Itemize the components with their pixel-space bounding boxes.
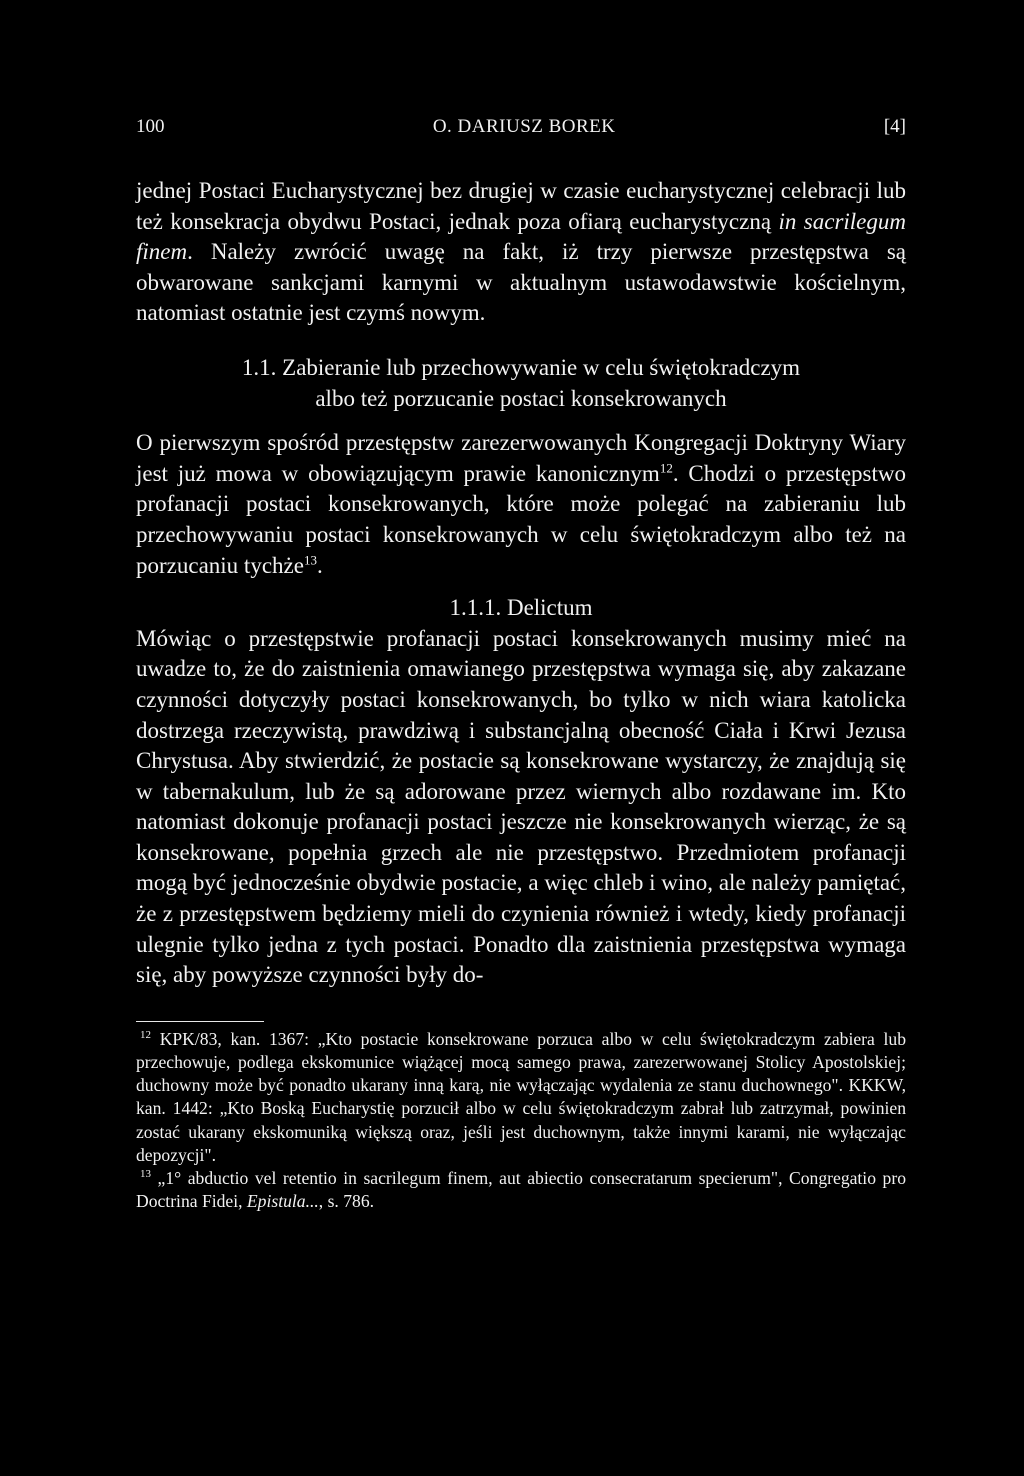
- footnote-13-italic: Epistula...: [246, 1191, 319, 1212]
- running-header: [136, 110, 906, 144]
- intro-paragraph: [136, 176, 906, 329]
- intro-italic: in sacrilegum finem: [136, 208, 906, 265]
- running-author: O. DARIUSZ BOREK: [432, 116, 616, 137]
- section-ref: [4]: [883, 116, 906, 137]
- page-content: [136, 110, 906, 1213]
- section-title-1-1-1: Delictum: [506, 595, 593, 621]
- section-title-1-1-line1: Zabieranie lub przechowywanie w celu świętokradczym: [282, 354, 801, 380]
- footnote-13-text-a: „1° abductio vel retentio in sacrilegum finem, aut abiectio consecratarum specierum", Congregatio pro Doctrina Fidei,: [136, 1168, 906, 1212]
- footnote-separator: [136, 1021, 264, 1022]
- footnote-number-12: 12: [140, 1028, 151, 1041]
- section-1-1-text-c: .: [316, 552, 323, 578]
- section-title-1-1-line2: albo też porzucanie postaci konsekrowanych: [315, 385, 727, 411]
- footnote-ref-13[interactable]: 13: [303, 551, 317, 567]
- section-heading-1-1: [136, 353, 906, 414]
- footnote-13: [136, 1167, 906, 1213]
- section-1-1-text-b: . Chodzi o przestępstwo profanacji postaci konsekrowanych, które może polegać na zabieraniu lub przechowywaniu postaci konsekrowanych w celu świętokradczym albo też na porzucaniu tychże: [136, 460, 907, 578]
- section-number-1-1-1: 1.1.1.: [449, 595, 502, 621]
- footnote-12-text: KPK/83, kan. 1367: „Kto postacie konsekrowane porzuca albo w celu świętokradczym zabiera lub przechowuje, podlega ekskomunice wiążącej mocą samego prawa, zarezerwowanej Stolicy Apostolskiej; duchowny może być ponadto ukarany inną karą, nie wyłączając wydalenia ze stanu duchownego". KKKW, kan. 1442: „Kto Boską Eucharystię porzucił albo w celu świętokradczym zabrał lub zatrzymał, powinien zostać ukarany ekskomuniką większą oraz, jeśli jest duchownym, także innymi karami, nie wyłączając depozycji".: [136, 1028, 906, 1165]
- intro-text-b: . Należy zwrócić uwagę na fakt, iż trzy pierwsze przestępstwa są obwarowane sankcjami karnymi w aktualnym ustawodawstwie kościelnym, natomiast ostatnie jest czymś nowym.: [136, 239, 906, 326]
- footnotes: [136, 1028, 906, 1214]
- page-number: 100: [136, 116, 165, 137]
- section-1-1-text-a: O pierwszym spośród przestępstw zarezerwowanych Kongregacji Doktryny Wiary jest już mowa w obowiązującym prawie kanonicznym: [136, 430, 906, 486]
- section-1-1-paragraph: [136, 428, 906, 581]
- section-heading-1-1-1: [136, 593, 906, 624]
- footnote-number-13: 13: [140, 1168, 151, 1181]
- intro-text-a: jednej Postaci Eucharystycznej bez drugiej w czasie eucharystycznej celebracji lub też konsekracja obydwu Postaci, jednak poza ofiarą eucharystyczną: [136, 178, 906, 234]
- footnote-13-text-b: , s. 786.: [318, 1191, 375, 1212]
- section-number-1-1: 1.1.: [241, 354, 277, 380]
- footnote-ref-12[interactable]: 12: [659, 460, 673, 476]
- section-1-1-1-paragraph: Mówiąc o przestępstwie profanacji postaci konsekrowanych musimy mieć na uwadze to, że do zaistnienia omawianego przestępstwa wymaga się, aby zakazane czynności dotyczyły postaci konsekrowanych, bo tylko w nich wiara katolicka dostrzega rzeczywistą, prawdziwą i substancjalną obecność Ciała i Krwi Jezusa Chrystusa. Aby stwierdzić, że postacie są konsekrowane wystarczy, że znajdują się w tabernakulum, lub że są adorowane przez wiernych albo rozdawane im. Kto natomiast dokonuje profanacji postaci jeszcze nie konsekrowanych wierząc, że są konsekrowane, popełnia grzech ale nie przestępstwo. Przedmiotem profanacji mogą być jednocześnie obydwie postacie, a więc chleb i wino, ale należy pamiętać, że z przestępstwem będziemy mieli do czynienia również i wtedy, kiedy profanacji ulegnie tylko jedna z tych postaci. Ponadto dla zaistnienia przestępstwa wymaga się, aby powyższe czynności były do-: [136, 625, 906, 988]
- footnote-12: [136, 1028, 906, 1167]
